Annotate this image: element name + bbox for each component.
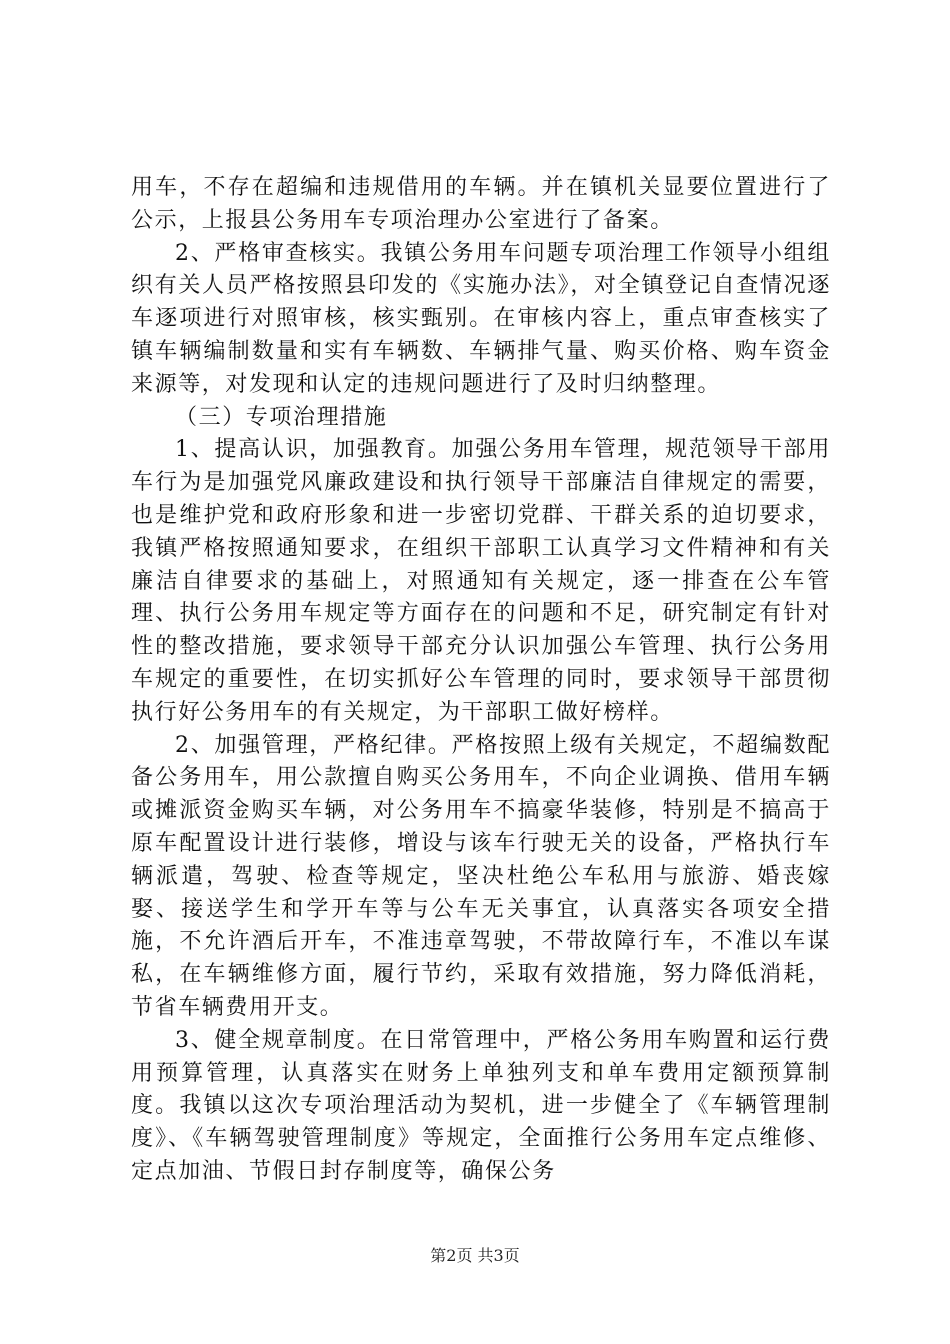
page-number-footer: 第2页 共3页 bbox=[430, 1246, 520, 1265]
document-body bbox=[131, 172, 831, 1189]
paragraph-raise-awareness: 1、提高认识，加强教育。加强公务用车管理，规范领导干部用车行为是加强党风廉政建设和执行领导干部廉洁自律规定的需要，也是维护党和政府形象和进一步密切党群、干群关系的迫切要求，我镇严格按照通知要求，在组织干部职工认真学习文件精神和有关廉洁自律要求的基础上，对照通知有关规定，逐一排查在公车管理、执行公务用车规定等方面存在的问题和不足，研究制定有针对性的整改措施，要求领导干部充分认识加强公车管理、执行公务用车规定的重要性，在切实抓好公车管理的同时，要求领导干部贯彻执行好公务用车的有关规定，为干部职工做好榜样。 bbox=[131, 437, 831, 725]
paragraph-strengthen-management: 2、加强管理，严格纪律。严格按照上级有关规定，不超编数配备公务用车，用公款擅自购买公务用车，不向企业调换、借用车辆或摊派资金购买车辆，对公务用车不搞豪华装修，特别是不搞高于原车配置设计进行装修，增设与该车行驶无关的设备，严格执行车辆派遣，驾驶、检查等规定，坚决杜绝公车私用与旅游、婚丧嫁娶、接送学生和学开车等与公车无关事宜，认真落实各项安全措施，不允许酒后开车，不准违章驾驶，不带故障行车，不准以车谋私，在车辆维修方面，履行节约，采取有效措施，努力降低消耗，节省车辆费用开支。 bbox=[131, 732, 831, 1020]
paragraph-rules-system: 3、健全规章制度。在日常管理中，严格公务用车购置和运行费用预算管理，认真落实在财务上单独列支和单车费用定额预算制度。我镇以这次专项治理活动为契机，进一步健全了《车辆管理制度》、《车辆驾驶管理制度》等规定，全面推行公务用车定点维修、定点加油、节假日封存制度等，确保公务 bbox=[131, 1027, 831, 1184]
section-heading-measures: （三）专项治理措施 bbox=[175, 404, 388, 430]
paragraph-continuation: 用车，不存在超编和违规借用的车辆。并在镇机关显要位置进行了公示，上报县公务用车专项治理办公室进行了备案。 bbox=[131, 175, 831, 233]
paragraph-review-verification: 2、严格审查核实。我镇公务用车问题专项治理工作领导小组组织有关人员严格按照县印发的《实施办法》，对全镇登记自查情况逐车逐项进行对照审核，核实甄别。在审核内容上，重点审查核实了镇车辆编制数量和实有车辆数、车辆排气量、购买价格、购车资金来源等，对发现和认定的违规问题进行了及时归纳整理。 bbox=[131, 240, 831, 397]
